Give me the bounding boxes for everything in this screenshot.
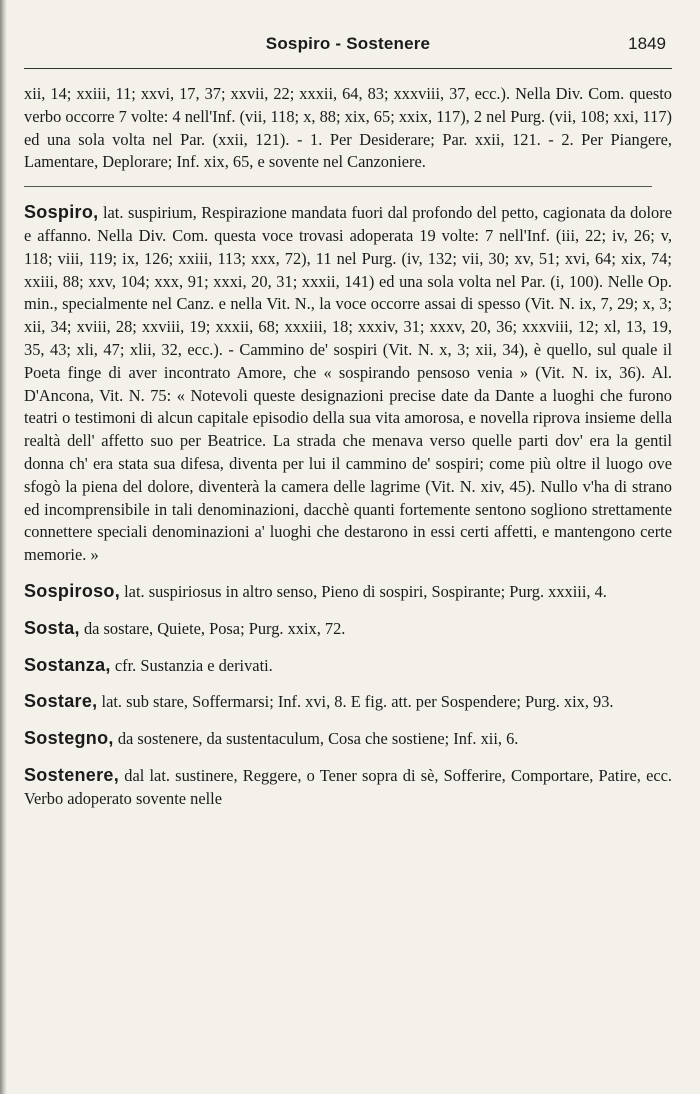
- running-header: [24, 34, 672, 60]
- running-title: Sospiro - Sostenere: [265, 34, 431, 53]
- definition: dal lat. sustinere, Reggere, o Tener sopra di sè, Sofferire, Comportare, Patire, ecc. Verbo adoperato sovente nelle: [24, 765, 672, 808]
- entry-sospiro: [24, 201, 672, 567]
- entry-sostare: [24, 690, 672, 714]
- header-rule: [24, 68, 672, 69]
- headword: Sospiroso,: [24, 580, 121, 601]
- headword: Sostenere,: [24, 764, 120, 785]
- entry-sospiroso: [24, 580, 672, 604]
- dictionary-page: [24, 34, 672, 811]
- definition: cfr. Sustanzia e derivati.: [114, 655, 273, 675]
- headword: Sostare,: [24, 691, 98, 712]
- continuation-text: xii, 14; xxiii, 11; xxvi, 17, 37; xxvii, 22; xxxii, 64, 83; xxxviii, 37, ecc.). Nella Div. Com. questo verbo occorre 7 volte: 4 nell'Inf. (vii, 118; x, 88; xix, 65; xxix, 117), 2 nel Purg. (vii, 108; xxi, 117) ed una sola volta nel Par. (xxii, 121). - 1. Per Desiderare; Par. xxii, 121. - 2. Per Piangere, Lamentare, Deplorare; Inf. xix, 65, e sovente nel Canzoniere.: [24, 84, 672, 172]
- headword: Sostanza,: [24, 654, 111, 675]
- headword: Sospiro,: [24, 202, 99, 223]
- entry-sostanza: [24, 654, 672, 678]
- entry-sostenere: [24, 764, 672, 811]
- definition: lat. suspirium, Respirazione mandata fuori dal profondo del petto, cagionata da dolore e affanno. Nella Div. Com. questa voce trovasi adoperata 19 volte: 7 nell'Inf. (iii, 22; iv, 26; v, 118; viii, 119; ix, 126; xxiii, 113; xxx, 72), 11 nel Purg. (iv, 132; vii, 30; xv, 51; xvi, 64; xix, 74; xxiii, 88; xxv, 104; xxx, 91; xxxi, 20, 31; xxxii, 141) ed una sola volta nel Par. (i, 100). Nelle Op. min., specialmente nel Canz. e nella Vit. N., la voce occorre assai di spesso (Vit. N. ix, 7, 29; x, 3; xii, 34; xviii, 28; xxviii, 19; xxxii, 68; xxxiii, 18; xxxiv, 31; xxxv, 20, 36; xxxviii, 12; xl, 13, 19, 35, 43; xli, 47; xlii, 32, ecc.). - Cammino de' sospiri (Vit. N. x, 3; xii, 34), è quello, sul quale il Poeta finge di aver incontrato Amore, che « sospirando pensoso venia » (Vit. N. ix, 36). Al. D'Ancona, Vit. N. 75: « Notevoli queste designazioni precise date da Dante a luoghi che furono teatri o testimoni di alcun capitale episodio della sua vita amorosa, e novella riprova insieme della realtà dell' affetto suo per Beatrice. La strada che menava verso quelle parti dov' era la gentil donna ch' era stata sua difesa, diventa per lui il cammino de' sospiri; come più oltre il luogo ove sfogò la piena del dolore, diventerà la camera delle lagrime (Vit. N. xiv, 45). Nullo v'ha di strano ed incomprensibile in tali denominazioni, dacchè quanti fortemente sentono sogliono strettamente connettere speciali denominazioni a' luoghi che destarono in essi certi affetti, e mantengono certe memorie. »: [24, 203, 672, 565]
- headword: Sostegno,: [24, 728, 114, 749]
- headword: Sosta,: [24, 617, 80, 638]
- definition: da sostare, Quiete, Posa; Purg. xxix, 72.: [83, 618, 346, 638]
- definition: lat. sub stare, Soffermarsi; Inf. xvi, 8. E fig. att. per Sospendere; Purg. xix, 93.: [101, 692, 614, 712]
- page-number: 1849: [628, 34, 666, 53]
- book-spine-shadow: [0, 0, 7, 1094]
- definition: lat. suspiriosus in altro senso, Pieno di sospiri, Sospirante; Purg. xxxiii, 4.: [124, 581, 607, 601]
- definition: da sostenere, da sustentaculum, Cosa che sostiene; Inf. xii, 6.: [117, 729, 519, 749]
- entry-sostegno: [24, 727, 672, 751]
- section-divider: [24, 186, 652, 187]
- entry-sosta: [24, 617, 672, 641]
